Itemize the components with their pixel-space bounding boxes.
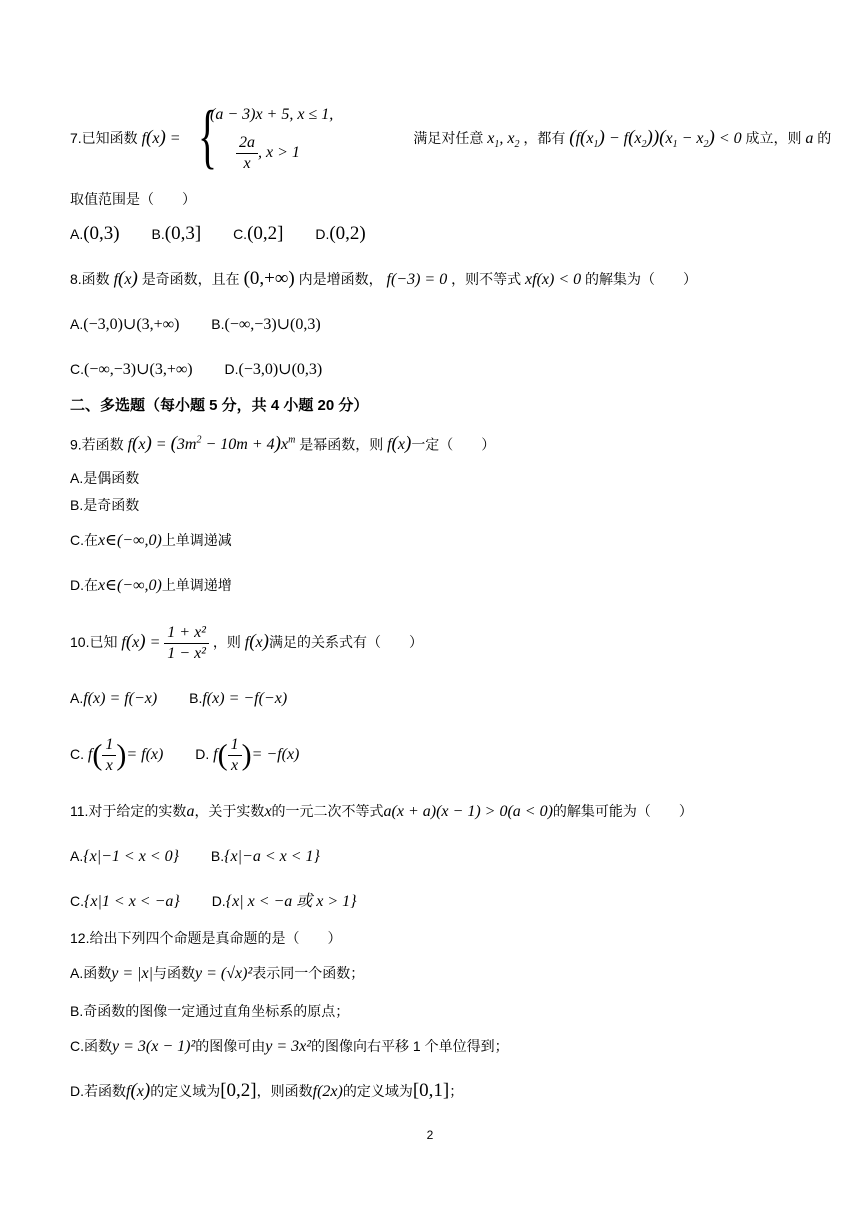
q7-condition: $(f(x_1) - f(x_2))(x_1 - x_2) < 0$ — [569, 127, 742, 151]
q7-lead: 7.已知函数 — [70, 130, 138, 146]
q7-tail: 成立，则 — [745, 130, 802, 146]
q12-optA — [70, 963, 364, 984]
section-heading: 二、多选题（每小题 5 分，共 4 小题 20 分） — [70, 397, 369, 414]
q12-optB: B.奇函数的图像一定通过直角坐标系的原点； — [70, 1003, 350, 1019]
q7-optB-label: B. — [151, 226, 165, 242]
q11-options-ab — [70, 846, 320, 867]
q12-optD5: ； — [449, 1083, 464, 1099]
q12-optC — [70, 1036, 509, 1057]
q9-optC-set: x∈(−∞,0) — [98, 532, 162, 549]
q7-optD-label: D. — [315, 226, 330, 242]
q7-optA-label: A. — [70, 226, 84, 242]
q11-optC-label: C. — [70, 893, 84, 909]
q7-optA: (0,3) — [83, 223, 120, 244]
q9-optA: A.是偶函数 — [70, 470, 140, 486]
q8-fx: f(x) — [113, 268, 138, 289]
q11-optC: {x|1 < x < −a} — [84, 893, 180, 910]
q8-optC-label: C. — [70, 361, 84, 377]
q12-optD-m1: [0,2] — [220, 1080, 257, 1101]
q11-optB: {x|−a < x < 1} — [224, 848, 320, 865]
q9-part3: 一定（ ） — [411, 436, 496, 453]
q11-a: a — [186, 803, 195, 820]
q8-optD: (−3,0)∪(0,3) — [238, 361, 323, 378]
q7-cond-text: 满足对任意 — [413, 130, 484, 146]
q12-optD4: 的定义域为 — [342, 1083, 413, 1099]
q8-optC: (−∞,−3)∪(3,+∞) — [84, 361, 193, 378]
q7-line2: 取值范围是（ ） — [70, 191, 196, 207]
q8-part4: ，则不等式 — [451, 271, 522, 287]
q7-func: f(x) = — [141, 127, 181, 148]
q11-optD-label: D. — [211, 893, 226, 909]
q12-optD — [70, 1081, 463, 1102]
q7-line1: 7.已知函数 f(x) = 满足对任意 $x_1$, $x_2$ ，都有 $(f(x_1) - f(x_2))(x_1 - x_2) < 0$ 成立，则 a 的 — [70, 127, 832, 151]
q12-optD-m2: f(2x) — [312, 1083, 343, 1100]
q8-part1: 8.函数 — [70, 271, 110, 287]
q10-optD-frac: $\frac{1}{x}$ — [228, 735, 242, 776]
q12-optC-m1: y = 3(x − 1)² — [112, 1038, 196, 1055]
q10-optA-label: A. — [70, 690, 84, 706]
q7-optC-label: C. — [233, 226, 248, 242]
q9-optD-label: D.在 — [70, 577, 98, 593]
q8-part5: 的解集为（ ） — [585, 271, 698, 287]
q10-options-cd: C. f( $\frac{1}{x}$ )= f(x) D. f( $\frac{1}{x}$ )= −f(x) — [70, 735, 300, 774]
q9-stem — [70, 431, 495, 455]
q7-optD: (0,2) — [329, 223, 366, 244]
page-number: 2 — [426, 1128, 434, 1142]
q12-optA3: 表示同一个函数； — [252, 965, 365, 981]
q7-case2 — [236, 133, 300, 174]
q8-optA: (−3,0)∪(3,+∞) — [83, 316, 180, 333]
q9-function: $f(x) = (3m^2 - 10m + 4)x^m$ — [127, 433, 296, 455]
q12-optD3: ，则函数 — [256, 1083, 313, 1099]
q10-fx: f(x) = — [121, 631, 161, 652]
q8-optA-label: A. — [70, 316, 84, 332]
q7-optB: (0,3] — [164, 223, 202, 244]
q12-optD-fx: f(x) — [126, 1080, 151, 1101]
q11-optA-label: A. — [70, 848, 84, 864]
q11-ineq: a(x + a)(x − 1) > 0(a < 0) — [383, 803, 553, 820]
q10-optD-label: D. — [195, 746, 210, 762]
q12-optC2: 的图像可由 — [195, 1038, 266, 1054]
q12-optC-m2: y = 3x² — [265, 1038, 312, 1055]
q9-part2: 是幂函数，则 — [299, 436, 384, 453]
q10-optC-frac: $\frac{1}{x}$ — [102, 735, 116, 776]
q7-case1: (a − 3)x + 5, x ≤ 1, — [210, 106, 334, 123]
q8-optB-label: B. — [211, 316, 225, 332]
q10-optA: f(x) = f(−x) — [83, 690, 158, 707]
q9-fx: f(x) — [387, 433, 412, 455]
q7-case2-frac: $\frac{2a}{x}$ — [236, 133, 258, 174]
q7-case2-cond: , x > 1 — [258, 144, 300, 162]
q11-part4: 的解集可能为（ ） — [552, 803, 693, 819]
q10-fx2: f(x) — [244, 631, 269, 652]
q8-part3: 内是增函数， — [298, 271, 383, 287]
q8-ineq: xf(x) < 0 — [525, 271, 582, 288]
q11-part1: 11.对于给定的实数 — [70, 803, 187, 819]
q9-optD-set: x∈(−∞,0) — [98, 577, 162, 594]
q11-optA: {x|−1 < x < 0} — [83, 848, 180, 865]
q9-optD — [70, 575, 232, 596]
q9-optC — [70, 530, 232, 551]
q7-optC: (0,2] — [247, 223, 284, 244]
q7-options — [70, 224, 366, 244]
q7-tail2: 的 — [817, 130, 832, 146]
q11-x: x — [264, 803, 272, 820]
q9-optB: B.是奇函数 — [70, 497, 140, 513]
q8-stem — [70, 269, 697, 290]
q12-optC1: C.函数 — [70, 1038, 112, 1054]
q11-optB-label: B. — [210, 848, 225, 864]
q11-options-cd — [70, 891, 357, 912]
q11-part3: 的一元二次不等式 — [271, 803, 384, 819]
q11-stem — [70, 801, 693, 822]
q10-stem — [70, 622, 423, 664]
q8-optD-label: D. — [224, 361, 239, 377]
q12-optA-m2: y = (√x)² — [195, 965, 253, 982]
q11-optD: {x| x < −a 或 x > 1} — [225, 893, 357, 910]
q12-optD2: 的定义域为 — [150, 1083, 221, 1099]
q10-options-ab — [70, 688, 287, 709]
q9-part1: 9.若函数 — [70, 436, 124, 453]
q8-part2: 是奇函数，且在 — [141, 271, 240, 287]
q7-vars: $x_1$, $x_2$ — [487, 130, 520, 151]
q8-options-ab — [70, 314, 321, 335]
q10-fraction: $\frac{\text{1 + x²}}{\text{1 − x²}}$ — [164, 623, 209, 664]
q12-optA1: A.函数 — [70, 965, 112, 981]
q10-part3: 满足的关系式有（ ） — [268, 634, 423, 650]
q10-optB: f(x) = −f(−x) — [202, 690, 288, 707]
q8-optB: (−∞,−3)∪(0,3) — [224, 316, 321, 333]
q8-options-cd — [70, 359, 322, 380]
q12-optD-m3: [0,1] — [412, 1080, 450, 1101]
q10-optB-label: B. — [189, 690, 203, 706]
q10-part2: ，则 — [212, 634, 241, 650]
q10-part1: 10.已知 — [70, 634, 118, 650]
q12-optC3: 的图像向右平移 1 个单位得到； — [311, 1038, 509, 1054]
q9-optC-label: C.在 — [70, 532, 98, 548]
q10-optD-rhs: = −f(x) — [251, 746, 300, 763]
q12-optA2: 与函数 — [153, 965, 196, 981]
q8-cond: f(−3) = 0 — [386, 271, 448, 288]
q8-interval: (0,+∞) — [243, 268, 295, 289]
q7-brace: { — [198, 96, 218, 176]
q12-optA-m1: y = |x| — [111, 965, 154, 982]
q12-optD1: D.若函数 — [70, 1083, 126, 1099]
q11-part2: ，关于实数 — [194, 803, 265, 819]
q9-optD-text: 上单调递增 — [161, 577, 232, 593]
q7-mid: ，都有 — [523, 130, 566, 146]
q10-optC-label: C. — [70, 746, 84, 762]
q10-optC-rhs: = f(x) — [126, 746, 164, 763]
q9-optC-text: 上单调递减 — [161, 532, 232, 548]
q12-title: 12.给出下列四个命题是真命题的是（ ） — [70, 930, 342, 946]
